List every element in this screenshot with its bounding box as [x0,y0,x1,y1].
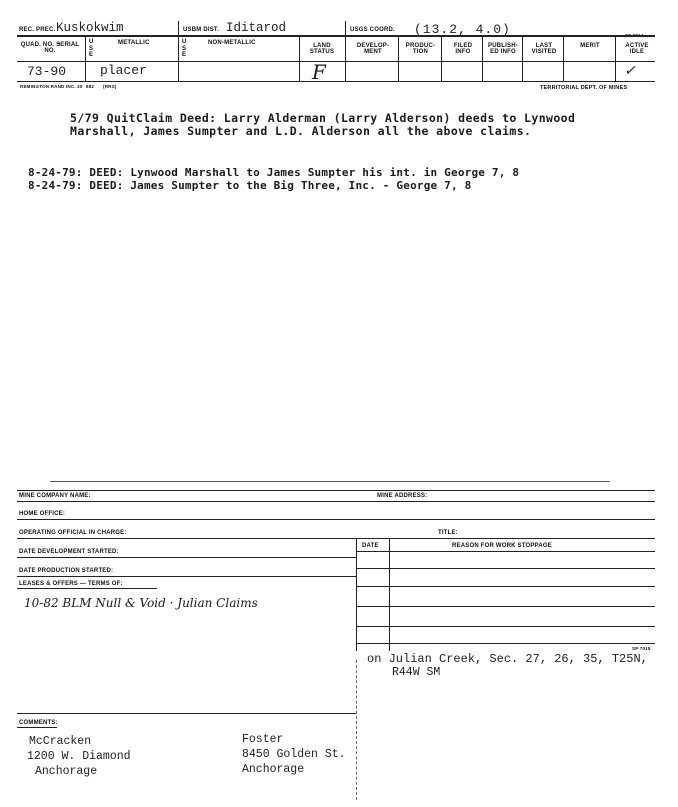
owner-2-name: Foster [242,733,284,746]
land-status-value: F [312,60,326,84]
title-label: TITLE: [438,530,458,536]
filed-info-label: FILED INFO [453,43,473,55]
date-development-label: DATE DEVELOPMENT STARTED: [19,549,119,555]
printer-line: REMINGTON RAND INC. 20 [20,84,83,89]
divider-filed [482,35,483,81]
usgs-coord-label: USGS COORD. [350,27,395,33]
merit-label: MERIT [580,43,600,49]
stoppage-row-2 [356,586,655,587]
date-production-label: DATE PRODUCTION STARTED: [19,568,114,574]
stoppage-date-divider [389,538,390,651]
rec-prec-value: Kuskokwim [56,21,124,35]
divider-prod [441,35,442,81]
printer-code: 882 [86,84,95,89]
rule-dev [17,557,356,558]
printer-extra: (RRS) [103,84,117,89]
owner-1-street: 1200 W. Diamond [27,750,131,763]
develop-label: DEVELOP- MENT [356,43,390,55]
lower-faint-rule [50,481,610,482]
active-idle-mark: ✓ [624,63,636,79]
divider-merit [615,35,616,81]
rule-mine-company [17,490,655,491]
rule-3 [17,519,655,520]
operating-official-label: OPERATING OFFICIAL IN CHARGE: [19,530,127,536]
header-rule-top [17,35,655,37]
rule-4 [17,538,655,539]
rule-2 [17,501,655,502]
entry-line-2: Marshall, James Sumpter and L.D. Alderson all the above claims. [70,124,532,138]
leases-label: LEASES & OFFERS — TERMS OF: [19,581,123,587]
entry-line-1: 5/79 QuitClaim Deed: Larry Alderman (Larry Alderson) deeds to Lynwood [70,111,576,125]
stoppage-head-rule [356,551,655,552]
divider-2 [345,21,346,81]
stoppage-row-3 [356,606,655,607]
stoppage-row-4 [356,626,655,627]
dept-line: TERRITORIAL DEPT. OF MINES [540,85,628,91]
last-visited-label: LAST VISITED [531,43,557,55]
quad-serial-label [20,42,80,54]
owner-2-city: Anchorage [242,763,305,776]
quad-label: QUAD. NO. [20,42,55,48]
form-code-bottom: SP 7015 [632,646,651,651]
metallic-label: METALLIC [118,40,150,46]
land-status-label: LAND STATUS [309,43,335,55]
header-rule-bottom [17,81,655,82]
usbm-dist-value: Iditarod [226,21,287,35]
owner-1-name: McCracken [29,735,92,748]
entry-line-3: 8-24-79: DEED: Lynwood Marshall to James Sumpter his int. in George 7, 8 [28,166,520,179]
mine-company-label: MINE COMPANY NAME: [19,493,91,499]
divider-visited [563,35,564,81]
quad-serial-value: 73-90 [27,64,67,79]
use-letters-nonmetallic: U S E [182,39,187,58]
divider-land [299,35,300,81]
header-rule-mid [17,61,655,62]
divider-1 [178,21,179,81]
comments-label: COMMENTS: [19,720,58,726]
active-idle-label: ACTIVE IDLE [625,43,649,55]
rec-prec-label: REC. PREC. [19,27,56,33]
home-office-label: HOME OFFICE: [19,511,66,517]
divider-quad [85,35,86,81]
non-metallic-label: NON-METALLIC [208,40,256,46]
rule-comments-underline [17,727,57,728]
reason-col-label: REASON FOR WORK STOPPAGE [452,543,552,549]
owner-2-street: 8450 Golden St. [242,748,346,761]
rule-prod [17,576,356,577]
published-info-label: PUBLISH- ED INFO [488,43,518,55]
stoppage-left-border [356,538,357,651]
serial-label: SERIAL NO. [44,42,80,54]
location-line-2: R44W SM [392,666,441,679]
entry-line-4: 8-24-79: DEED: James Sumpter to the Big Three, Inc. - George 7, 8 [28,179,472,192]
divider-dev [398,35,399,81]
lower-vertical-divider [356,660,357,800]
usgs-coord-value: (13.2, 4.0) [414,22,511,37]
usbm-dist-label: USBM DIST. [183,27,220,33]
mine-address-label: MINE ADDRESS: [377,493,428,499]
metallic-value: placer [100,63,147,78]
rule-comments [17,713,356,714]
form-code-top: SP 7014 [625,33,644,38]
rule-leases-underline [17,588,157,589]
production-label: PRODUC- TION [405,43,436,55]
stoppage-row-1 [356,568,655,569]
stoppage-row-5 [356,643,655,644]
owner-1-city: Anchorage [35,765,98,778]
location-line-1: on Julian Creek, Sec. 27, 26, 35, T25N, [367,652,648,666]
divider-pub [522,35,523,81]
use-letters-metallic: U S E [89,39,94,58]
date-col-label: DATE [362,543,379,549]
handwritten-note: 10-82 BLM Null & Void · Julian Claims [24,596,258,610]
